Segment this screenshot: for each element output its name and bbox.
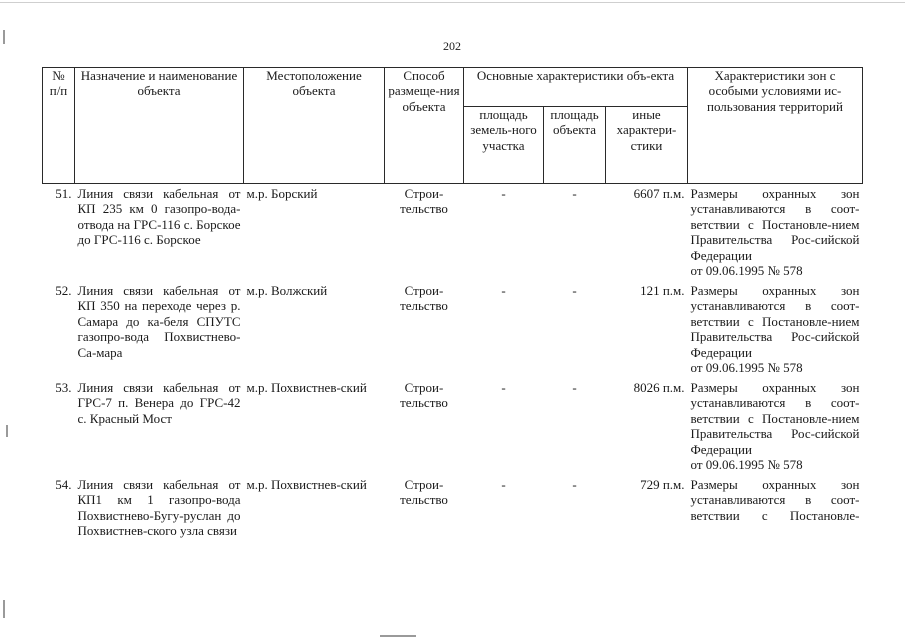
placement-method: Строи-тельство [400, 186, 448, 217]
object-area-value: - [572, 283, 577, 298]
land-area-value: - [501, 186, 506, 201]
table-row [43, 379, 863, 476]
other-characteristics-value: 121 п.м. [640, 283, 685, 298]
header-num: № п/п [43, 68, 75, 184]
object-location: м.р. Волжский [246, 283, 328, 298]
other-characteristics-value: 8026 п.м. [633, 380, 685, 395]
zone-text-last: от 09.06.1995 № 578 [690, 457, 803, 473]
scan-speck [6, 425, 8, 437]
table-row [43, 184, 863, 283]
zone-characteristics [688, 476, 863, 561]
object-name: Линия связи кабельная от ГРС-7 п. Венера до ГРС-42 с. Красный Мост [77, 380, 241, 426]
row-number: 53. [55, 380, 72, 395]
header-main-characteristics: Основные характеристики объ-екта [464, 68, 688, 107]
zone-text: Размеры охранных зон устанавливаются в соот-ветствии с Постановле-нием Правительства Рос-сийской Федерации [690, 283, 860, 360]
header-other-characteristics: иные характери-стики [606, 107, 688, 184]
zone-characteristics [688, 184, 863, 283]
placement-method: Строи-тельство [400, 283, 448, 314]
zone-text-last: от 09.06.1995 № 578 [690, 360, 803, 376]
page-number: 202 [443, 39, 461, 53]
header-land-area: площадь земель-ного участка [464, 107, 544, 184]
land-area-value: - [501, 380, 506, 395]
zone-text: Размеры охранных зон устанавливаются в соот-ветствии с Постановле- [690, 477, 860, 523]
header-method: Способ размеще-ния объекта [385, 68, 464, 184]
object-name: Линия связи кабельная от КП1 км 1 газопро-вода Похвистнево-Бугу-руслан до Похвистнев-ского узла связи [77, 477, 241, 539]
object-name: Линия связи кабельная от КП 350 на переходе через р. Самара до ка-беля СПУТС газопро-вода Похвистнево-Са-мара [77, 283, 241, 360]
scan-speck [380, 635, 416, 637]
row-number: 51. [55, 186, 72, 201]
other-characteristics-value: 6607 п.м. [633, 186, 685, 201]
header-object-area: площадь объекта [544, 107, 606, 184]
scan-top-edge [0, 2, 905, 3]
object-area-value: - [572, 186, 577, 201]
objects-table [42, 67, 863, 561]
object-name: Линия связи кабельная от КП 235 км 0 газопро-вода-отвода на ГРС-116 с. Борское до ГРС-116 с. Борское [77, 186, 241, 248]
header-location: Местоположение объекта [244, 68, 385, 184]
placement-method: Строи-тельство [400, 477, 448, 508]
zone-text: Размеры охранных зон устанавливаются в соот-ветствии с Постановле-нием Правительства Рос-сийской Федерации [690, 380, 860, 457]
placement-method: Строи-тельство [400, 380, 448, 411]
zone-characteristics [688, 282, 863, 379]
land-area-value: - [501, 283, 506, 298]
scan-speck [3, 600, 5, 618]
object-area-value: - [572, 380, 577, 395]
other-characteristics-value: 729 п.м. [640, 477, 685, 492]
header-name: Назначение и наименование объекта [75, 68, 244, 184]
row-number: 52. [55, 283, 72, 298]
land-area-value: - [501, 477, 506, 492]
zone-characteristics [688, 379, 863, 476]
scan-speck [3, 30, 5, 44]
zone-text-last: от 09.06.1995 № 578 [690, 263, 803, 279]
object-location: м.р. Похвистнев-ский [246, 477, 367, 492]
table-row [43, 282, 863, 379]
header-zones: Характеристики зон с особыми условиями ис-пользования территорий [688, 68, 863, 184]
row-number: 54. [55, 477, 72, 492]
object-location: м.р. Похвистнев-ский [246, 380, 367, 395]
table-row [43, 476, 863, 561]
zone-text: Размеры охранных зон устанавливаются в соот-ветствии с Постановле-нием Правительства Рос-сийской Федерации [690, 186, 860, 263]
object-area-value: - [572, 477, 577, 492]
object-location: м.р. Борский [246, 186, 318, 201]
